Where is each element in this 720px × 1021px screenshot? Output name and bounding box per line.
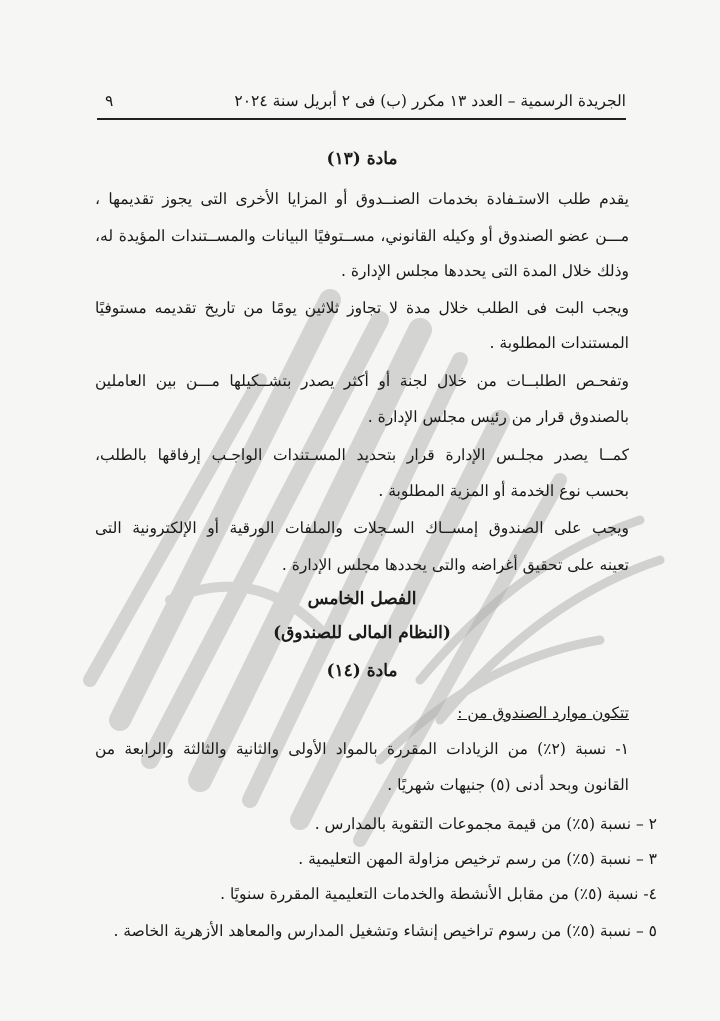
article-13-line: مـــن عضو الصندوق أو وكيله القانوني، مســتوفيًا البيانات والمســتندات المؤيدة له، xyxy=(95,227,629,245)
article-13-line: بالصندوق قرار من رئيس مجلس الإدارة . xyxy=(367,408,629,426)
page-header xyxy=(97,88,626,120)
article-13-line: ويجب على الصندوق إمســاك السـجلات والملفات الورقية أو الإلكترونية التى xyxy=(95,519,629,537)
article-13-line: وتفحـص الطلبــات من خلال لجنة أو أكثر يصدر بتشــكيلها مـــن بين العاملين xyxy=(95,372,629,390)
article-14-item: ٢ – نسبة (٥٪) من قيمة مجموعات التقوية بالمدارس . xyxy=(314,815,657,833)
article-13-line: كمــا يصدر مجلـس الإدارة قرار بتحديد المسـتندات الواجـب إرفاقها بالطلب، xyxy=(95,446,629,464)
page-number: ٩ xyxy=(105,92,114,110)
article-14-item: ٣ – نسبة (٥٪) من رسم ترخيص مزاولة المهن التعليمية . xyxy=(298,850,657,868)
article-13-line: تعينه على تحقيق أغراضه والتى يحددها مجلس الإدارة . xyxy=(281,556,629,574)
article-14-item: ٤- نسبة (٥٪) من مقابل الأنشطة والخدمات التعليمية المقررة سنويًا . xyxy=(220,885,657,903)
article-13-line: المستندات المطلوبة . xyxy=(489,334,629,352)
chapter-subtitle: (النظام المالى للصندوق) xyxy=(273,623,451,643)
article-13-line: بحسب نوع الخدمة أو المزية المطلوبة . xyxy=(378,482,629,500)
header-rule xyxy=(97,118,626,120)
article-13-heading: مادة (١٣) xyxy=(326,149,398,169)
article-14-intro: تتكون موارد الصندوق من : xyxy=(457,704,629,722)
article-14-item: ١- نسبة (٢٪) من الزيادات المقررة بالمواد الأولى والثانية والثالثة والرابعة من xyxy=(95,740,629,758)
article-13-line: وذلك خلال المدة التى يحددها مجلس الإدارة . xyxy=(341,262,629,280)
article-13-line: ويجب البت فى الطلب خلال مدة لا تجاوز ثلاثين يومًا من تاريخ تقديمه مستوفيًا xyxy=(95,299,629,317)
article-14-heading: مادة (١٤) xyxy=(326,661,398,681)
gazette-title: الجريدة الرسمية – العدد ١٣ مكرر (ب) فى ٢ أبريل سنة ٢٠٢٤ xyxy=(234,92,626,110)
article-13-line: يقدم طلب الاستـفادة بخدمات الصنــدوق أو المزايا الأخرى التى يجوز تقديمها ، xyxy=(95,190,629,208)
chapter-title: الفصل الخامس xyxy=(307,589,417,609)
article-14-item: القانون وبحد أدنى (٥) جنيهات شهريًا . xyxy=(387,776,629,794)
article-14-item: ٥ – نسبة (٥٪) من رسوم تراخيص إنشاء وتشغيل المدارس والمعاهد الأزهرية الخاصة . xyxy=(113,922,657,940)
